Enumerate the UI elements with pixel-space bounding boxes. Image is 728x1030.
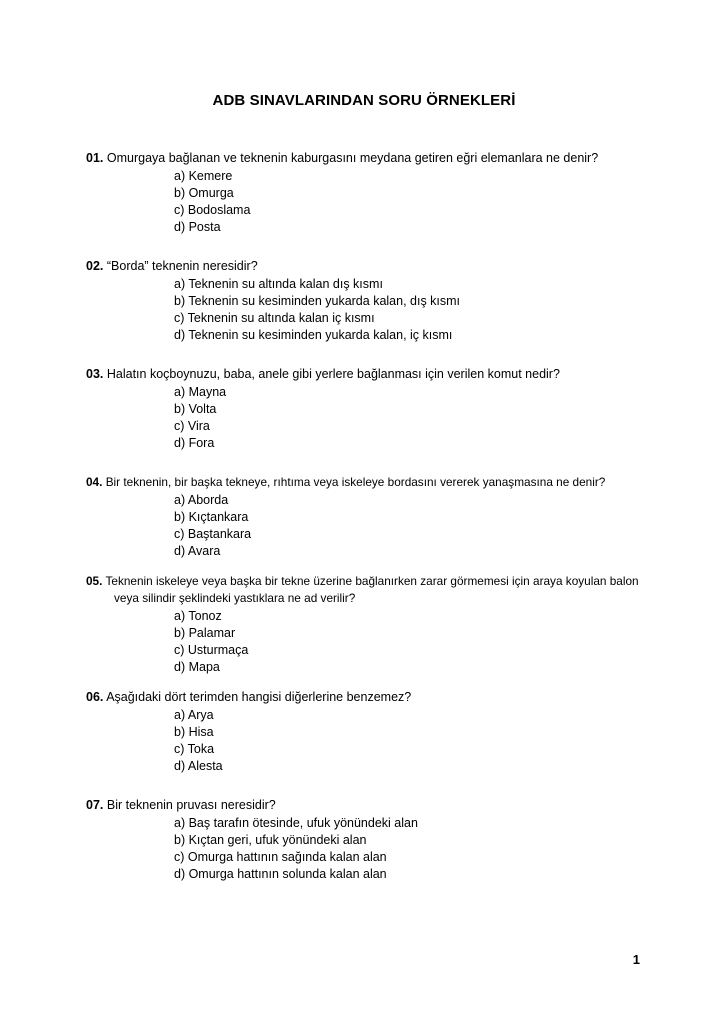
option-b: b) Kıçtankara <box>174 510 249 524</box>
options-list <box>174 707 646 775</box>
question-07 <box>86 797 646 883</box>
question-number: 02. <box>86 259 104 273</box>
option-c: c) Toka <box>174 742 215 756</box>
option-b: b) Volta <box>174 402 217 416</box>
option-c: c) Omurga hattının sağında kalan alan <box>174 850 387 864</box>
question-body: “Borda” teknenin neresidir? <box>106 259 258 273</box>
option-d: d) Mapa <box>174 660 220 674</box>
option-b: b) Teknenin su kesiminden yukarda kalan, dış kısmı <box>174 294 461 308</box>
question-text <box>86 689 646 706</box>
option-a: a) Aborda <box>174 493 229 507</box>
question-05 <box>86 573 646 676</box>
option-a: a) Arya <box>174 708 214 722</box>
question-text <box>86 797 646 814</box>
question-text-continued: veya silindir şeklindeki yastıklara ne ad verilir? <box>114 591 356 605</box>
option-d: d) Fora <box>174 436 215 450</box>
option-d: d) Teknenin su kesiminden yukarda kalan, iç kısmı <box>174 328 453 342</box>
options-list <box>174 168 646 236</box>
option-b: b) Palamar <box>174 626 236 640</box>
question-body: Bir teknenin pruvası neresidir? <box>106 798 276 812</box>
option-b: b) Hisa <box>174 725 214 739</box>
question-body: Bir teknenin, bir başka tekneye, rıhtıma veya iskeleye bordasını vererek yanaşmasına ne denir? <box>105 475 606 489</box>
option-a: a) Mayna <box>174 385 227 399</box>
question-04 <box>86 474 646 560</box>
option-b: b) Kıçtan geri, ufuk yönündeki alan <box>174 833 367 847</box>
options-list <box>174 276 646 344</box>
question-body: Aşağıdaki dört terimden hangisi diğerlerine benzemez? <box>106 690 412 704</box>
option-a: a) Tonoz <box>174 609 222 623</box>
question-06 <box>86 689 646 775</box>
option-a: a) Baş tarafın ötesinde, ufuk yönündeki alan <box>174 816 418 830</box>
option-c: c) Baştankara <box>174 527 252 541</box>
question-01 <box>86 150 646 236</box>
option-d: d) Avara <box>174 544 221 558</box>
question-body: Teknenin iskeleye veya başka bir tekne üzerine bağlanırken zarar görmemesi için araya koyulan balon <box>105 574 639 588</box>
question-02 <box>86 258 646 344</box>
question-number: 06. <box>86 690 104 704</box>
question-number: 01. <box>86 151 104 165</box>
question-body: Omurgaya bağlanan ve teknenin kaburgasını meydana getiren eğri elemanlara ne denir? <box>106 151 599 165</box>
question-number: 04. <box>86 475 103 489</box>
option-c: c) Usturmaça <box>174 643 249 657</box>
options-list <box>174 608 646 676</box>
question-number: 03. <box>86 367 104 381</box>
option-a: a) Kemere <box>174 169 233 183</box>
option-c: c) Teknenin su altında kalan iç kısmı <box>174 311 375 325</box>
option-d: d) Alesta <box>174 759 223 773</box>
page-title: ADB SINAVLARINDAN SORU ÖRNEKLERİ <box>212 92 516 109</box>
question-text <box>86 258 646 275</box>
question-text <box>86 150 646 167</box>
option-c: c) Bodoslama <box>174 203 251 217</box>
question-number: 05. <box>86 574 103 588</box>
question-text <box>86 573 646 590</box>
question-text <box>86 366 646 383</box>
option-d: d) Posta <box>174 220 221 234</box>
option-d: d) Omurga hattının solunda kalan alan <box>174 867 387 881</box>
question-body: Halatın koçboynuzu, baba, anele gibi yerlere bağlanması için verilen komut nedir? <box>106 367 560 381</box>
options-list <box>174 384 646 452</box>
option-a: a) Teknenin su altında kalan dış kısmı <box>174 277 383 291</box>
page-number: 1 <box>632 952 640 967</box>
question-03 <box>86 366 646 452</box>
question-number: 07. <box>86 798 104 812</box>
options-list <box>174 815 646 883</box>
options-list <box>174 492 646 560</box>
question-text <box>86 474 646 491</box>
option-b: b) Omurga <box>174 186 234 200</box>
option-c: c) Vira <box>174 419 210 433</box>
